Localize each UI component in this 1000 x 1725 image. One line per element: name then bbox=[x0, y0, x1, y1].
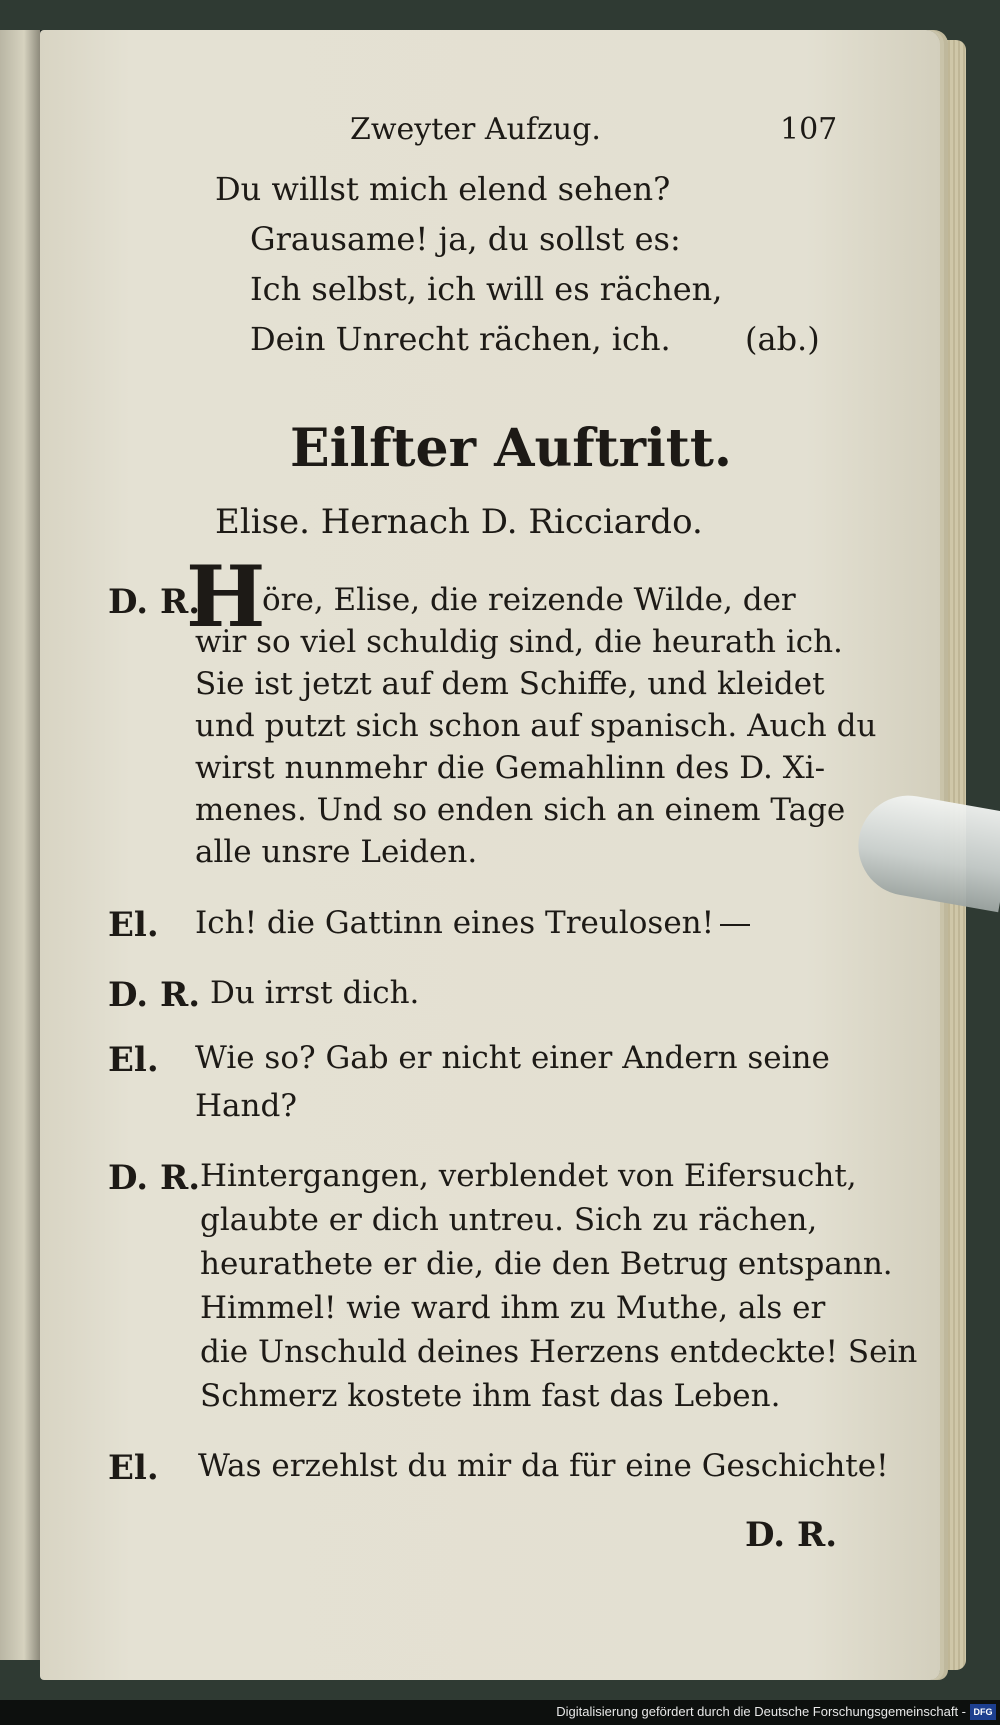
speaker-label: El. bbox=[108, 1448, 159, 1488]
dialogue-line: die Unschuld deines Herzens entdeckte! Sein bbox=[200, 1334, 918, 1370]
dfg-logo: DFG bbox=[970, 1704, 996, 1720]
dialogue-line: Hand? bbox=[195, 1088, 297, 1124]
catchword: D. R. bbox=[745, 1515, 838, 1555]
speaker-label: D. R. bbox=[108, 582, 201, 622]
dialogue-line: Hintergangen, verblendet von Eifersucht, bbox=[200, 1158, 857, 1194]
dialogue-line: öre, Elise, die reizende Wilde, der bbox=[262, 582, 796, 618]
dialogue-line: und putzt sich schon auf spanisch. Auch du bbox=[195, 708, 877, 744]
verse-line: Du willst mich elend sehen? bbox=[215, 170, 671, 208]
speaker-label: D. R. bbox=[108, 1158, 201, 1198]
em-dash bbox=[720, 924, 750, 926]
speaker-label: El. bbox=[108, 1040, 159, 1080]
dialogue-line: alle unsre Leiden. bbox=[195, 834, 478, 870]
stage-direction: (ab.) bbox=[745, 320, 820, 358]
dialogue-line: Was erzehlst du mir da für eine Geschichte! bbox=[198, 1448, 889, 1484]
speaker-label: D. R. bbox=[108, 975, 201, 1015]
verse-line: Grausame! ja, du sollst es: bbox=[250, 220, 681, 258]
dialogue-line: glaubte er dich untreu. Sich zu rächen, bbox=[200, 1202, 818, 1238]
drop-cap: H bbox=[186, 547, 266, 646]
dialogue-line: Schmerz kostete ihm fast das Leben. bbox=[200, 1378, 781, 1414]
dialogue-line: wir so viel schuldig sind, die heurath ich. bbox=[195, 624, 843, 660]
scene-title: Eilfter Auftritt. bbox=[290, 418, 732, 479]
speaker-label: El. bbox=[108, 905, 159, 945]
page-number: 107 bbox=[780, 112, 838, 147]
left-page-edge bbox=[0, 30, 43, 1660]
footer-credit: Digitalisierung gefördert durch die Deutsche Forschungsgemeinschaft - bbox=[556, 1704, 966, 1719]
dialogue-line: Wie so? Gab er nicht einer Andern seine bbox=[195, 1040, 830, 1076]
cast-line: Elise. Hernach D. Ricciardo. bbox=[215, 502, 703, 542]
running-title: Zweyter Aufzug. bbox=[350, 112, 601, 147]
dialogue-line: Himmel! wie ward ihm zu Muthe, als er bbox=[200, 1290, 826, 1326]
dialogue-line: heurathete er die, die den Betrug entspann. bbox=[200, 1246, 893, 1282]
dialogue-line: Sie ist jetzt auf dem Schiffe, und kleidet bbox=[195, 666, 825, 702]
verse-line: Dein Unrecht rächen, ich. bbox=[250, 320, 671, 358]
verse-line: Ich selbst, ich will es rächen, bbox=[250, 270, 723, 308]
dialogue-line: Du irrst dich. bbox=[210, 975, 420, 1011]
dialogue-line: menes. Und so enden sich an einem Tage bbox=[195, 792, 846, 828]
dialogue-line: Ich! die Gattinn eines Treulosen! bbox=[195, 905, 750, 941]
dialogue-line: wirst nunmehr die Gemahlinn des D. Xi- bbox=[195, 750, 826, 786]
